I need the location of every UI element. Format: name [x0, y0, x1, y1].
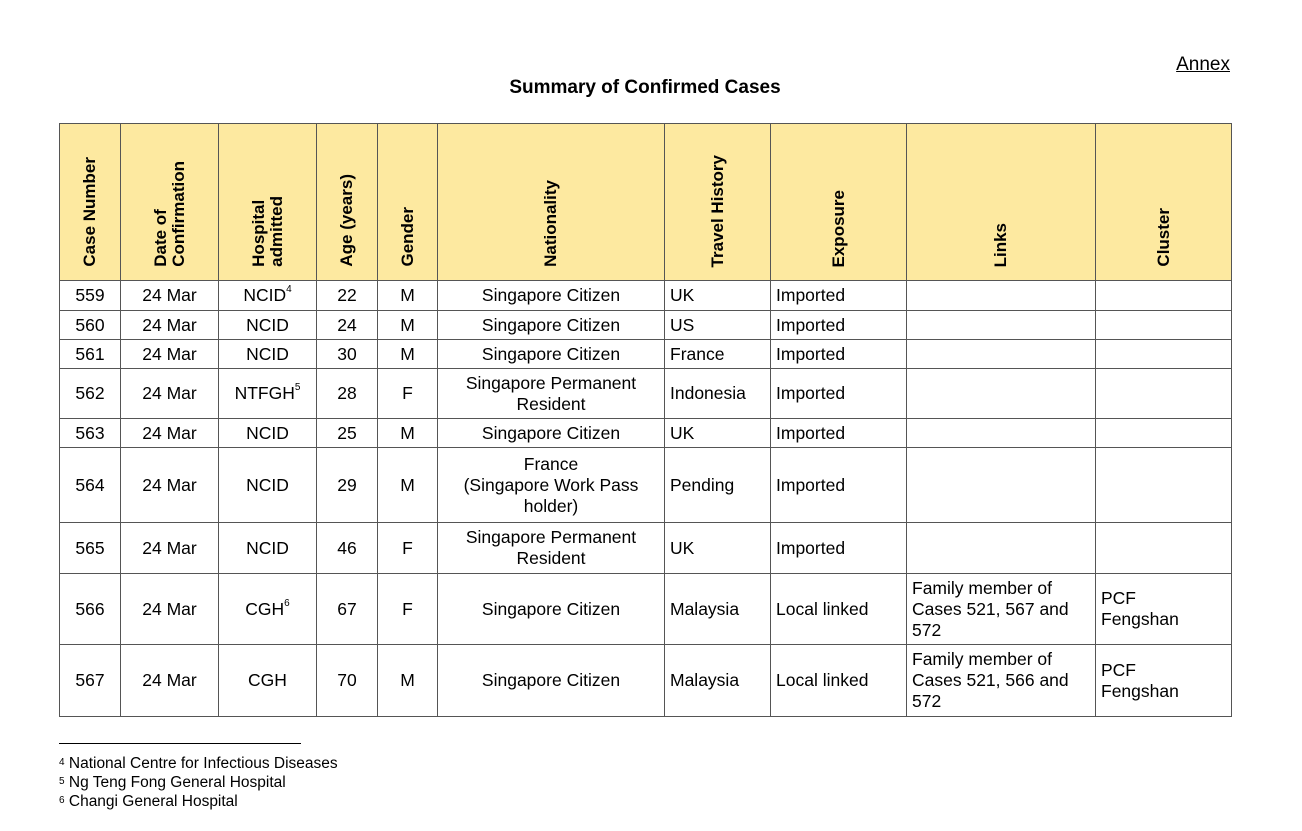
cell-age: 30	[317, 340, 378, 369]
cell-cluster: PCF Fengshan	[1096, 574, 1232, 645]
table-row	[60, 645, 1232, 717]
cell-nationality: France (Singapore Work Pass holder)	[438, 448, 665, 523]
cell-travel-history: UK	[665, 523, 771, 574]
cell-gender: M	[378, 340, 438, 369]
table-row	[60, 281, 1232, 311]
cell-cluster	[1096, 311, 1232, 340]
cell-nationality: Singapore Citizen	[438, 281, 665, 311]
cell-age: 67	[317, 574, 378, 645]
confirmed-cases-table	[59, 123, 1232, 717]
header-exposure: Exposure	[771, 124, 907, 281]
cell-exposure: Imported	[771, 340, 907, 369]
cell-nationality: Singapore Citizen	[438, 574, 665, 645]
cell-date: 24 Mar	[121, 645, 219, 717]
cell-links	[907, 281, 1096, 311]
cell-nationality: Singapore Citizen	[438, 419, 665, 448]
cell-links	[907, 419, 1096, 448]
footnote-item: $^5$ Ng Teng Fong General Hospital	[59, 774, 286, 791]
cell-age: 46	[317, 523, 378, 574]
cell-hospital: CGH	[219, 645, 317, 717]
cell-age: 22	[317, 281, 378, 311]
footnote-ref: 4	[286, 284, 292, 295]
cell-gender: M	[378, 645, 438, 717]
cell-exposure: Local linked	[771, 645, 907, 717]
cell-date: 24 Mar	[121, 523, 219, 574]
cell-travel-history: US	[665, 311, 771, 340]
footnote-item: $^6$ Changi General Hospital	[59, 793, 238, 810]
footnote-item: $^4$ National Centre for Infectious Diseases	[59, 755, 338, 772]
cell-gender: M	[378, 311, 438, 340]
header-nationality: Nationality	[438, 124, 665, 281]
cell-case-number: 565	[60, 523, 121, 574]
cell-cluster	[1096, 369, 1232, 419]
header-row	[60, 124, 1232, 281]
cell-links	[907, 448, 1096, 523]
header-date-of-confirmation: Date of Confirmation	[121, 124, 219, 281]
header-cluster: Cluster	[1096, 124, 1232, 281]
footnote-ref: 5	[294, 382, 301, 393]
cell-exposure: Imported	[771, 281, 907, 311]
cell-case-number: 566	[60, 574, 121, 645]
cell-nationality: Singapore Citizen	[438, 311, 665, 340]
cell-travel-history: UK	[665, 419, 771, 448]
cell-hospital: NCID	[219, 419, 317, 448]
cell-hospital: NCID	[219, 311, 317, 340]
cell-travel-history: Malaysia	[665, 574, 771, 645]
cell-nationality: Singapore Permanent Resident	[438, 523, 665, 574]
case-rows	[60, 281, 1232, 717]
cell-date: 24 Mar	[121, 340, 219, 369]
header-case-number: Case Number	[60, 124, 121, 281]
cell-case-number: 561	[60, 340, 121, 369]
footnote-divider	[59, 743, 301, 744]
cell-date: 24 Mar	[121, 369, 219, 419]
cell-exposure: Imported	[771, 523, 907, 574]
table-row	[60, 574, 1232, 645]
cell-case-number: 563	[60, 419, 121, 448]
cell-age: 24	[317, 311, 378, 340]
cell-travel-history: Indonesia	[665, 369, 771, 419]
cell-gender: M	[378, 448, 438, 523]
table-row	[60, 369, 1232, 419]
cell-nationality: Singapore Citizen	[438, 645, 665, 717]
table-row	[60, 448, 1232, 523]
cell-exposure: Imported	[771, 448, 907, 523]
cell-cluster	[1096, 523, 1232, 574]
table-row	[60, 523, 1232, 574]
cell-links: Family member of Cases 521, 567 and 572	[907, 574, 1096, 645]
cell-case-number: 560	[60, 311, 121, 340]
cell-travel-history: France	[665, 340, 771, 369]
cell-travel-history: Pending	[665, 448, 771, 523]
cell-hospital: NCID	[219, 523, 317, 574]
cell-exposure: Local linked	[771, 574, 907, 645]
cell-hospital: NCID$^4$	[219, 281, 317, 311]
cell-age: 25	[317, 419, 378, 448]
cell-links	[907, 311, 1096, 340]
cell-exposure: Imported	[771, 311, 907, 340]
cell-links	[907, 340, 1096, 369]
footnotes	[59, 754, 338, 811]
cell-travel-history: UK	[665, 281, 771, 311]
cell-travel-history: Malaysia	[665, 645, 771, 717]
cell-gender: M	[378, 419, 438, 448]
header-hospital-admitted: Hospital admitted	[219, 124, 317, 281]
cell-cluster: PCF Fengshan	[1096, 645, 1232, 717]
cell-nationality: Singapore Permanent Resident	[438, 369, 665, 419]
cell-links	[907, 369, 1096, 419]
cell-gender: F	[378, 574, 438, 645]
page-title: Summary of Confirmed Cases	[509, 77, 781, 98]
cell-hospital: CGH$^6$	[219, 574, 317, 645]
header-travel-history: Travel History	[665, 124, 771, 281]
table-row	[60, 340, 1232, 369]
cell-age: 70	[317, 645, 378, 717]
cell-links	[907, 523, 1096, 574]
cell-nationality: Singapore Citizen	[438, 340, 665, 369]
cell-age: 29	[317, 448, 378, 523]
cell-exposure: Imported	[771, 369, 907, 419]
footnote-ref: 6	[284, 597, 290, 609]
cell-gender: F	[378, 369, 438, 419]
cell-hospital: NCID	[219, 448, 317, 523]
cell-case-number: 562	[60, 369, 121, 419]
cell-cluster	[1096, 281, 1232, 311]
cell-cluster	[1096, 419, 1232, 448]
header-age: Age (years)	[317, 124, 378, 281]
cell-date: 24 Mar	[121, 448, 219, 523]
cell-case-number: 567	[60, 645, 121, 717]
cell-gender: F	[378, 523, 438, 574]
cell-cluster	[1096, 340, 1232, 369]
cell-case-number: 559	[60, 281, 121, 311]
cell-age: 28	[317, 369, 378, 419]
cell-cluster	[1096, 448, 1232, 523]
cell-date: 24 Mar	[121, 419, 219, 448]
cell-date: 24 Mar	[121, 281, 219, 311]
cell-hospital: NCID	[219, 340, 317, 369]
table-row	[60, 311, 1232, 340]
cell-hospital: NTFGH$^5$	[219, 369, 317, 419]
cell-exposure: Imported	[771, 419, 907, 448]
cell-case-number: 564	[60, 448, 121, 523]
header-links: Links	[907, 124, 1096, 281]
cell-gender: M	[378, 281, 438, 311]
cell-links: Family member of Cases 521, 566 and 572	[907, 645, 1096, 717]
table-row	[60, 419, 1232, 448]
cell-date: 24 Mar	[121, 311, 219, 340]
header-gender: Gender	[378, 124, 438, 281]
annex-label: Annex	[1176, 54, 1230, 75]
cell-date: 24 Mar	[121, 574, 219, 645]
